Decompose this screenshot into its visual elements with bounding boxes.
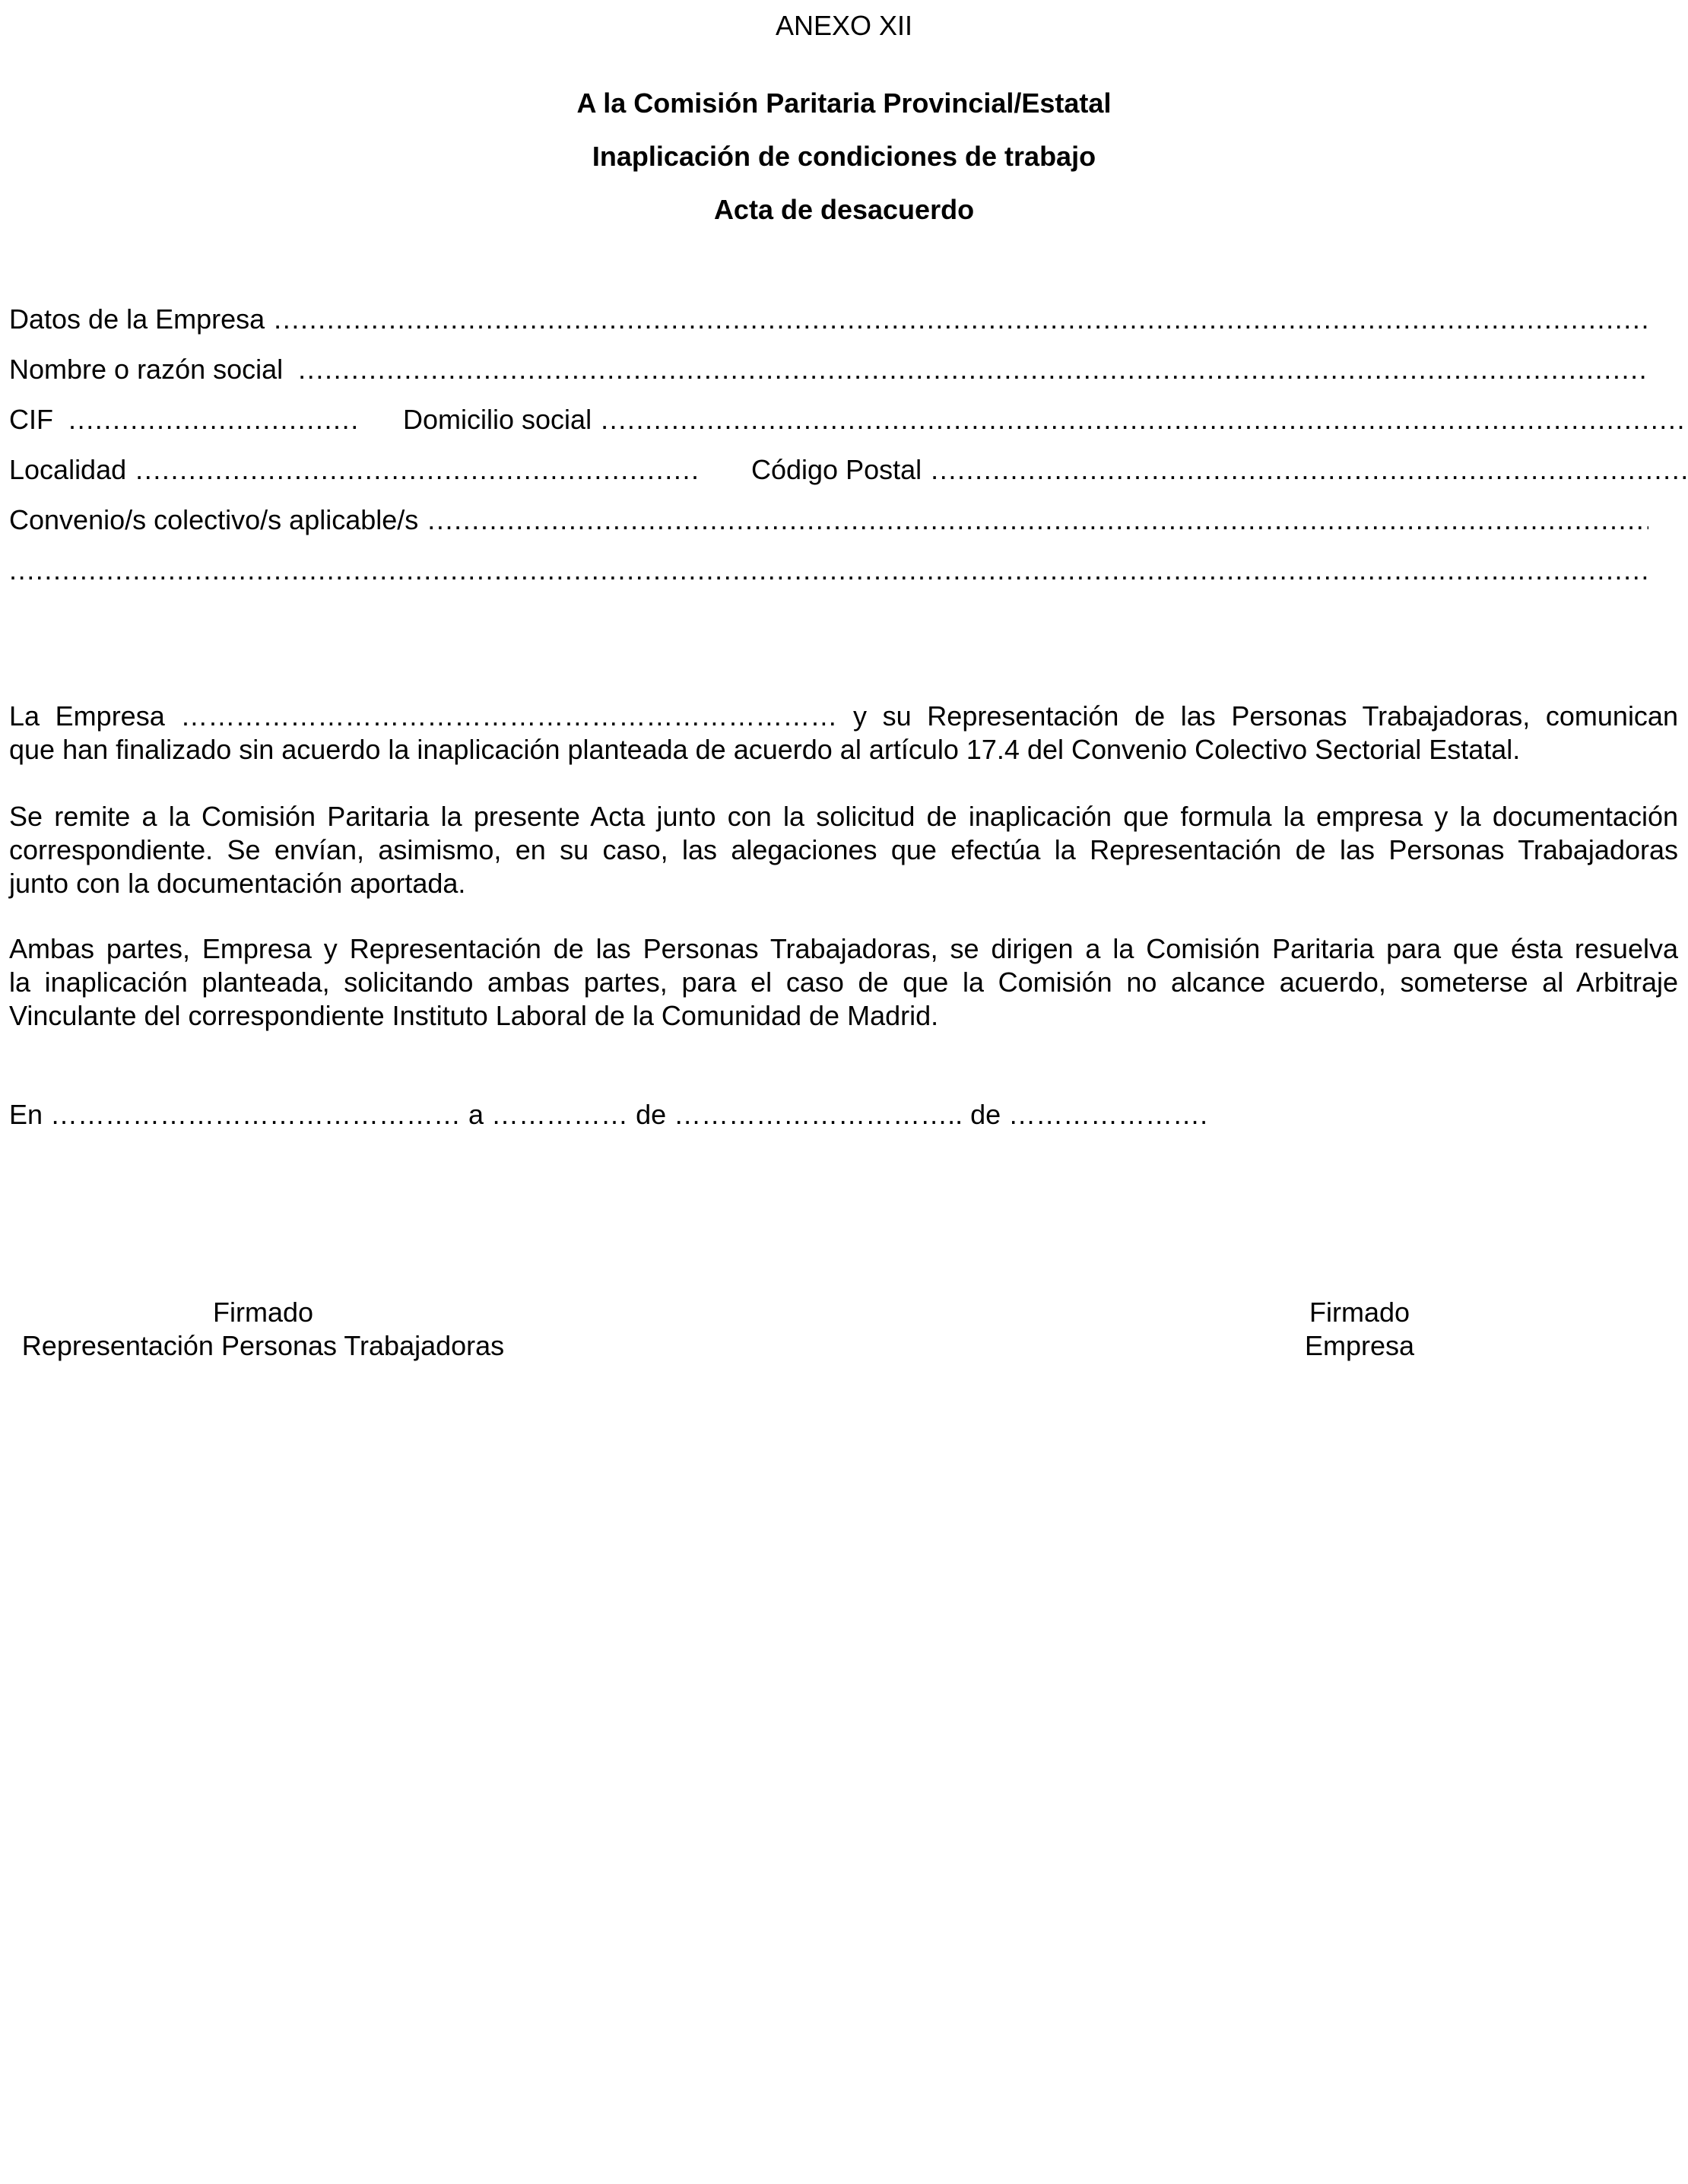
- field-domicilio[interactable]: [601, 402, 1688, 438]
- paragraph-1-line-1: La Empresa ……………………………………………………………… y su Representación de las Personas Trabajadoras, comunican: [9, 700, 1678, 732]
- field-cif[interactable]: [68, 402, 356, 438]
- paragraph-ambas-partes: [9, 932, 1678, 1033]
- field-datos-empresa[interactable]: [274, 301, 1648, 338]
- annex-heading: ANEXO XII: [775, 10, 913, 41]
- empresa-name-blank[interactable]: ………………………………………………………………: [180, 700, 838, 732]
- paragraph-3-line-1: Ambas partes, Empresa y Representación de las Personas Trabajadoras, se dirigen a la Comisión Paritaria para que ésta resuelva: [9, 933, 1678, 964]
- title-comision: A la Comisión Paritaria Provincial/Estatal: [576, 87, 1112, 119]
- paragraph-2-line-2: correspondiente. Se envían, asimismo, en su caso, las alegaciones que efectúa la Representación de las Personas Trabajadoras: [9, 834, 1678, 865]
- paragraph-1-line-2: que han finalizado sin acuerdo la inaplicación planteada de acuerdo al artículo 17.4 del Convenio Colectivo Sectorial Estatal.: [9, 734, 1521, 765]
- field-codigo-postal[interactable]: [931, 452, 1688, 488]
- label-convenio: Convenio/s colectivo/s aplicable/s: [9, 504, 419, 535]
- paragraph-2-line-3: junto con la documentación aportada.: [9, 868, 466, 899]
- paragraph-2-line-1: Se remite a la Comisión Paritaria la presente Acta junto con la solicitud de inaplicación que formula la empresa y la documentación: [9, 801, 1678, 832]
- signature-left-role: Representación Personas Trabajadoras: [21, 1330, 505, 1361]
- paragraph-empresa-comunican: [9, 700, 1678, 767]
- place-date-line[interactable]: En ……………………………………… a …………… de ………………………….. de ………………….: [9, 1099, 1208, 1130]
- label-nombre-razon: Nombre o razón social: [9, 354, 284, 385]
- title-inaplicacion: Inaplicación de condiciones de trabajo: [592, 141, 1096, 172]
- paragraph-3-line-2: la inaplicación planteada, solicitando ambas partes, para el caso de que la Comisión no alcance acuerdo, someterse al Arbitraje: [9, 967, 1678, 998]
- form-line-convenio: [9, 502, 1648, 538]
- label-cif: CIF: [9, 404, 53, 435]
- signature-left-firmado: Firmado: [212, 1297, 314, 1328]
- title-acta: Acta de desacuerdo: [713, 194, 975, 225]
- signature-right-firmado: Firmado: [1309, 1297, 1410, 1328]
- field-localidad[interactable]: [135, 452, 701, 488]
- field-convenio-continuation[interactable]: [9, 552, 1648, 589]
- paragraph-3-line-3: Vinculante del correspondiente Instituto Laboral de la Comunidad de Madrid.: [9, 1000, 939, 1031]
- form-line-nombre-razon: [9, 351, 1648, 388]
- form-line-localidad-cp: [9, 452, 1648, 488]
- label-localidad: Localidad: [9, 454, 127, 485]
- signature-right-role: Empresa: [1304, 1330, 1415, 1361]
- form-line-datos-empresa: [9, 301, 1648, 338]
- form-line-cif-domicilio: [9, 402, 1648, 438]
- field-convenio[interactable]: [427, 502, 1648, 538]
- label-codigo-postal: Código Postal: [751, 454, 922, 485]
- label-datos-empresa: Datos de la Empresa: [9, 303, 265, 335]
- label-domicilio: Domicilio social: [403, 404, 592, 435]
- paragraph-remite: [9, 800, 1678, 900]
- field-nombre-razon[interactable]: [298, 351, 1648, 388]
- form-line-convenio-cont: [9, 552, 1648, 589]
